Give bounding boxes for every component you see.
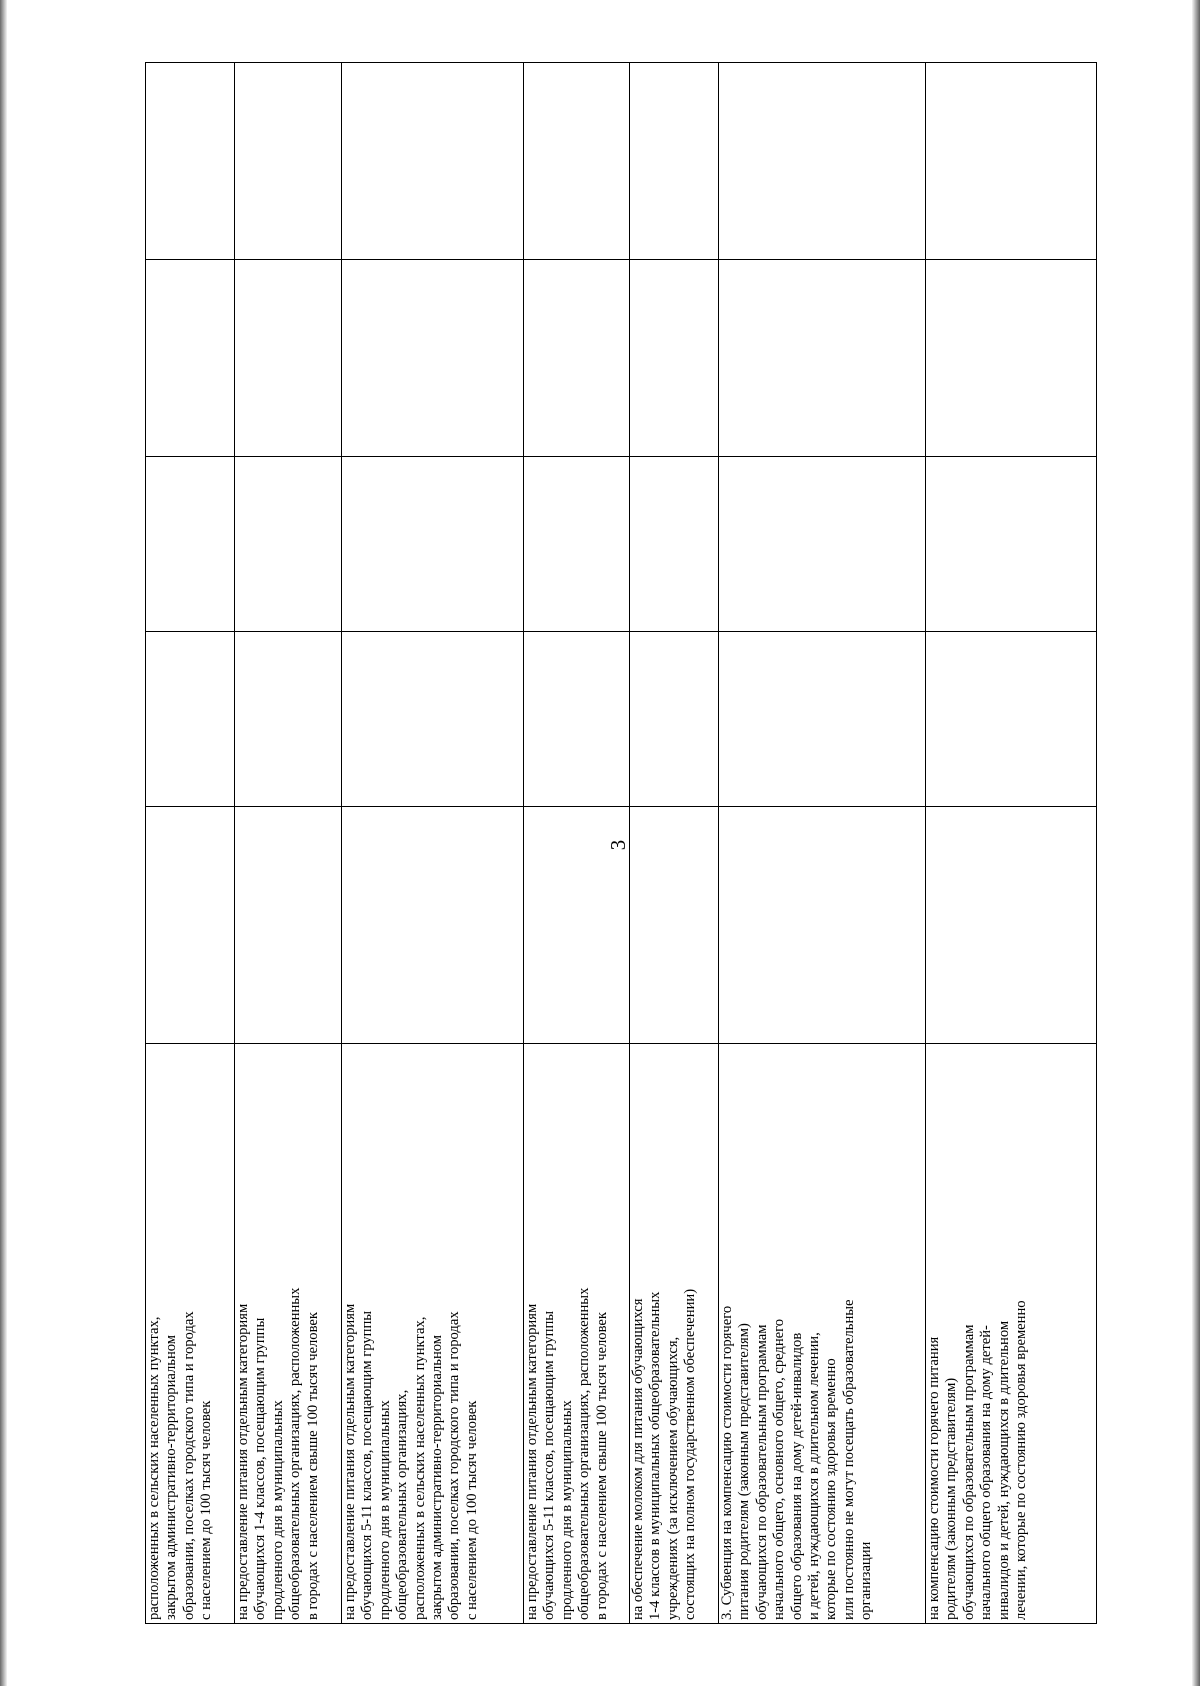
table-cell-empty: [926, 457, 1097, 632]
table-cell-empty: [630, 457, 719, 632]
table-cell-empty: [719, 807, 926, 1044]
row-label: на обеспечение молоком для питания обучающихся 1-4 классов в муниципальных общеобразовательных учреждениях (за исключением обучающихся, состоящих на полном государственном обеспечении): [630, 1044, 719, 1624]
table-cell-empty: [719, 632, 926, 807]
table-cell-empty: [926, 632, 1097, 807]
table-row: [146, 63, 235, 1624]
table-cell-empty: [630, 63, 719, 260]
table-cell-empty: [719, 63, 926, 260]
table-cell-empty: [630, 632, 719, 807]
row-label: расположенных в сельских населенных пунктах, закрытом административно-территориальном образовании, поселках городского типа и городах с населением до 100 тысяч человек: [146, 1044, 235, 1624]
table-cell-empty: [630, 260, 719, 457]
table-row: [926, 63, 1097, 1624]
table-cell-empty: [235, 457, 342, 632]
table-row: [342, 63, 524, 1624]
table-cell-empty: [342, 807, 524, 1044]
table-cell-empty: [146, 807, 235, 1044]
table-cell-empty: [342, 632, 524, 807]
page-number: 3: [606, 839, 630, 851]
table-cell-empty: [524, 807, 630, 1044]
table-cell-empty: [342, 63, 524, 260]
table-cell-empty: [524, 457, 630, 632]
table-cell-empty: [235, 632, 342, 807]
table-cell-empty: [146, 457, 235, 632]
rotated-table-container: [145, 63, 1096, 1624]
table-row: [630, 63, 719, 1624]
table-cell-empty: [719, 457, 926, 632]
table-cell-empty: [524, 63, 630, 260]
row-label: 3. Субвенция на компенсацию стоимости горячего питания родителям (законным представителям) обучающихся по образовательным программам начального общего, основного общего, среднего общего образования на дому детей-инвалидов и детей, нуждающихся в длительном лечении, которые по состоянию здоровья временно или постоянно не могут посещать образовательные организации: [719, 1044, 926, 1624]
table-cell-empty: [926, 807, 1097, 1044]
table-cell-empty: [146, 63, 235, 260]
table-cell-empty: [524, 260, 630, 457]
table-cell-empty: [342, 260, 524, 457]
budget-table: [145, 62, 1097, 1624]
table-cell-empty: [630, 807, 719, 1044]
table-cell-empty: [926, 260, 1097, 457]
row-label: на компенсацию стоимости горячего питания родителям (законным представителям) обучающихся по образовательным программам начального общего образования на дому детей- инвалидов и детей, нуждающихся в длительном лечении, которые по состоянию здоровья временно: [926, 1044, 1097, 1624]
scan-edge-right: [1192, 0, 1200, 1686]
table-cell-empty: [719, 260, 926, 457]
table-row: [524, 63, 630, 1624]
row-label: на предоставление питания отдельным категориям обучающихся 5-11 классов, посещающим группы продленного дня в муниципальных общеобразовательных организациях, расположенных в городах с населением свыше 100 тысяч человек: [524, 1044, 630, 1624]
table-row: [719, 63, 926, 1624]
table-cell-empty: [926, 63, 1097, 260]
table-cell-empty: [235, 63, 342, 260]
scan-edge-left: [0, 0, 7, 1686]
table-cell-empty: [146, 260, 235, 457]
row-label: на предоставление питания отдельным категориям обучающихся 5-11 классов, посещающим группы продленного дня в муниципальных общеобразовательных организациях, расположенных в сельских населенных пунктах, закрытом административно-территориальном образовании, поселках городского типа и городах с населением до 100 тысяч человек: [342, 1044, 524, 1624]
table-row: [235, 63, 342, 1624]
row-label: на предоставление питания отдельным категориям обучающихся 1-4 классов, посещающим группы продленного дня в муниципальных общеобразовательных организациях, расположенных в городах с населением свыше 100 тысяч человек: [235, 1044, 342, 1624]
table-cell-empty: [235, 260, 342, 457]
table-cell-empty: [146, 632, 235, 807]
table-cell-empty: [235, 807, 342, 1044]
table-cell-empty: [342, 457, 524, 632]
table-cell-empty: [524, 632, 630, 807]
